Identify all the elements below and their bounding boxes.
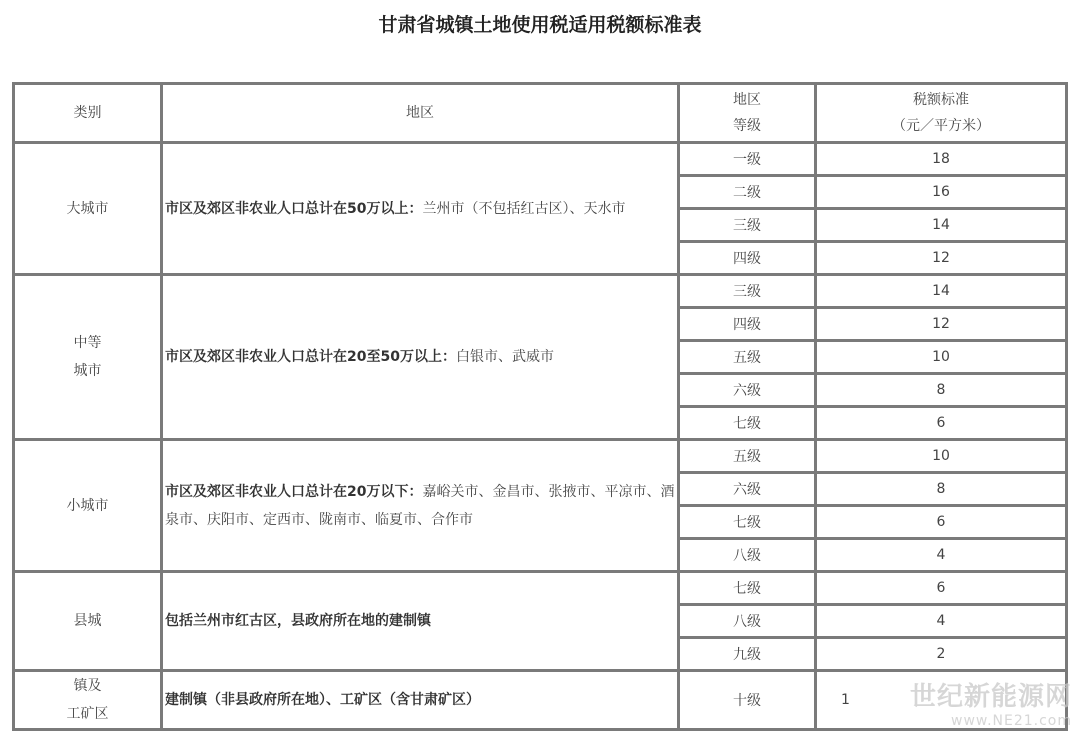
- grade-cell: 一级: [679, 143, 816, 176]
- category-cell: [14, 275, 162, 440]
- region-cell: [162, 440, 679, 572]
- watermark-url: www.NE21.com: [951, 713, 1072, 729]
- grade-cell: 五级: [679, 341, 816, 374]
- region-criteria: 包括兰州市红古区，县政府所在地的建制镇: [165, 613, 431, 629]
- category-text: 中等: [73, 335, 102, 351]
- table-row: [14, 143, 1067, 176]
- grade-cell: 七级: [679, 407, 816, 440]
- region-criteria: 市区及郊区非农业人口总计在20万以下：: [165, 483, 423, 500]
- region-cell: [162, 275, 679, 440]
- rate-cell: 4: [816, 539, 1067, 572]
- table-row: [14, 275, 1067, 308]
- rate-cell: 14: [816, 209, 1067, 242]
- category-cell: [14, 440, 162, 572]
- rate-cell: 8: [816, 374, 1067, 407]
- header-rate-line1: 税额标准: [913, 92, 969, 108]
- grade-cell: 八级: [679, 539, 816, 572]
- grade-cell: 二级: [679, 176, 816, 209]
- category-text: 工矿区: [66, 706, 109, 722]
- rate-cell: 14: [816, 275, 1067, 308]
- grade-cell: 四级: [679, 308, 816, 341]
- region-cell: [162, 572, 679, 671]
- rate-cell: 16: [816, 176, 1067, 209]
- header-region: 地区: [162, 84, 679, 143]
- grade-cell: 七级: [679, 572, 816, 605]
- grade-cell: 十级: [679, 671, 816, 730]
- rate-cell: 10: [816, 440, 1067, 473]
- page-title: 甘肃省城镇土地使用税适用税额标准表: [378, 14, 702, 36]
- tax-rate-table: [12, 82, 1068, 731]
- region-criteria: 建制镇（非县政府所在地）、工矿区（含甘肃矿区）: [165, 692, 480, 708]
- header-grade-line2: 等级: [733, 118, 761, 134]
- table-header-row: [14, 84, 1067, 143]
- category-text: 城市: [73, 363, 102, 379]
- header-rate-line2: （元／平方米）: [892, 118, 990, 134]
- grade-cell: 三级: [679, 209, 816, 242]
- category-cell: [14, 671, 162, 730]
- watermark-name: 世纪新能源网: [909, 682, 1072, 712]
- category-text: 小城市: [66, 497, 109, 514]
- grade-cell: 八级: [679, 605, 816, 638]
- region-cell: [162, 143, 679, 275]
- rate-cell: 4: [816, 605, 1067, 638]
- category-cell: [14, 572, 162, 671]
- grade-cell: 三级: [679, 275, 816, 308]
- region-cities: 白银市、武威市: [455, 349, 554, 365]
- header-grade-line1: 地区: [733, 92, 761, 108]
- category-cell: [14, 143, 162, 275]
- grade-cell: 四级: [679, 242, 816, 275]
- rate-cell: 1: [816, 671, 1067, 730]
- grade-cell: 五级: [679, 440, 816, 473]
- watermark: [910, 676, 1072, 729]
- region-criteria: 市区及郊区非农业人口总计在20至50万以上：: [165, 349, 456, 365]
- category-text: 镇及: [73, 678, 102, 694]
- region-criteria: 市区及郊区非农业人口总计在50万以上：: [165, 200, 423, 217]
- region-cities: 兰州市（不包括红古区）、天水市: [422, 200, 626, 217]
- grade-cell: 九级: [679, 638, 816, 671]
- header-rate: [816, 84, 1067, 143]
- grade-cell: 七级: [679, 506, 816, 539]
- rate-cell: 6: [816, 506, 1067, 539]
- rate-cell: 6: [816, 572, 1067, 605]
- rate-cell: 12: [816, 308, 1067, 341]
- rate-cell: 10: [816, 341, 1067, 374]
- table-row: [14, 671, 1067, 730]
- category-text: 大城市: [66, 200, 109, 217]
- header-grade: [679, 84, 816, 143]
- rate-cell: 12: [816, 242, 1067, 275]
- rate-cell: 6: [816, 407, 1067, 440]
- table-row: [14, 440, 1067, 473]
- grade-cell: 六级: [679, 374, 816, 407]
- region-cell: [162, 671, 679, 730]
- rate-cell: 8: [816, 473, 1067, 506]
- rate-cell: 18: [816, 143, 1067, 176]
- category-text: 县城: [73, 613, 102, 629]
- header-category: 类别: [14, 84, 162, 143]
- table-row: [14, 572, 1067, 605]
- region-cities: 嘉峪关市、金昌市、张掖市、平凉市、酒泉市、庆阳市、定西市、陇南市、临夏市、合作市: [165, 483, 675, 528]
- grade-cell: 六级: [679, 473, 816, 506]
- rate-cell: 2: [816, 638, 1067, 671]
